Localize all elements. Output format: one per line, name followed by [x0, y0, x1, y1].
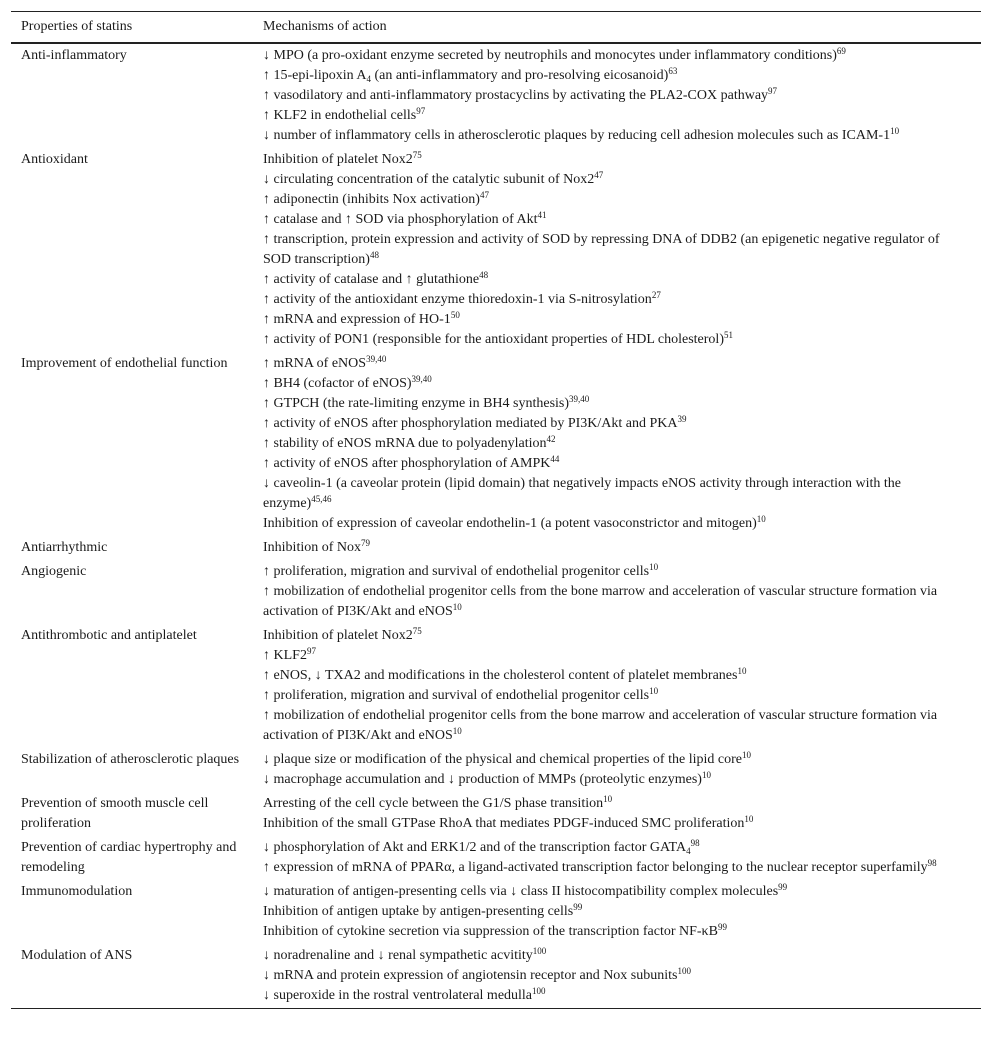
- reference-superscript: 41: [537, 210, 547, 220]
- mechanism-text: ↓ circulating concentration of the catalytic subunit of Nox2: [263, 172, 595, 187]
- reference-superscript: 99: [573, 902, 583, 912]
- reference-superscript: 100: [532, 986, 546, 996]
- table-row: [11, 560, 981, 624]
- table-row: [11, 880, 981, 944]
- table-body: [11, 44, 981, 1008]
- mechanism-text: (an anti-inflammatory and pro-resolving eicosanoid): [370, 68, 669, 83]
- mechanism-text: ↓ phosphorylation of Akt and ERK1/2 and of the transcription factor GATA: [263, 840, 687, 855]
- mechanism-line: [263, 922, 941, 942]
- reference-superscript: 10: [890, 126, 900, 136]
- mechanism-line: [263, 106, 941, 126]
- mechanism-line: [263, 902, 941, 922]
- mechanism-text: ↑ 15-epi-lipoxin A: [263, 68, 367, 83]
- header-mechanisms: Mechanisms of action: [263, 19, 387, 34]
- mechanism-text: ↑ activity of the antioxidant enzyme thioredoxin-1 via S-nitrosylation: [263, 292, 652, 307]
- table-row: [11, 44, 981, 148]
- reference-superscript: 39,40: [569, 394, 590, 404]
- mechanism-text: ↓ superoxide in the rostral ventrolateral medulla: [263, 988, 533, 1003]
- reference-superscript: 45,46: [311, 494, 332, 504]
- reference-superscript: 10: [603, 794, 613, 804]
- mechanism-text: ↓ maturation of antigen-presenting cells via ↓ class II histocompatibility complex molecules: [263, 884, 779, 899]
- mechanism-cell: [263, 882, 981, 942]
- property-cell: Antithrombotic and antiplatelet: [21, 628, 197, 643]
- mechanism-text: ↑ expression of mRNA of PPARα, a ligand-activated transcription factor belonging to the nuclear receptor superfamily: [263, 860, 928, 875]
- reference-superscript: 69: [836, 46, 846, 56]
- mechanism-line: [263, 374, 941, 394]
- reference-superscript: 97: [416, 106, 426, 116]
- mechanism-text: ↑ vasodilatory and anti-inflammatory prostacyclins by activating the PLA2-COX pathway: [263, 88, 769, 103]
- table-row: [11, 748, 981, 792]
- mechanism-text: ↑ eNOS, ↓ TXA2 and modifications in the cholesterol content of platelet membranes: [263, 668, 738, 683]
- reference-superscript: 42: [546, 434, 556, 444]
- reference-superscript: 10: [452, 726, 462, 736]
- mechanism-line: [263, 882, 941, 902]
- reference-superscript: 47: [594, 170, 604, 180]
- reference-superscript: 63: [668, 66, 678, 76]
- mechanism-line: [263, 210, 941, 230]
- mechanism-line: [263, 330, 941, 350]
- mechanism-line: [263, 986, 941, 1006]
- mechanism-line: [263, 394, 941, 414]
- mechanism-text: ↓ MPO (a pro-oxidant enzyme secreted by neutrophils and monocytes under inflammatory conditions): [263, 48, 837, 63]
- mechanism-text: Inhibition of cytokine secretion via suppression of the transcription factor NF-κB: [263, 924, 718, 939]
- mechanism-line: [263, 190, 941, 210]
- reference-superscript: 75: [412, 626, 422, 636]
- reference-superscript: 47: [479, 190, 489, 200]
- reference-superscript: 10: [649, 562, 659, 572]
- mechanism-text: Inhibition of the small GTPase RhoA that mediates PDGF-induced SMC proliferation: [263, 816, 745, 831]
- mechanism-line: [263, 750, 941, 770]
- mechanism-text: ↑ activity of eNOS after phosphorylation of AMPK: [263, 456, 551, 471]
- mechanism-cell: [263, 946, 981, 1006]
- mechanism-text: Inhibition of expression of caveolar endothelin-1 (a potent vasoconstrictor and mitogen): [263, 516, 757, 531]
- reference-superscript: 97: [768, 86, 778, 96]
- mechanism-cell: [263, 562, 981, 622]
- property-cell: Antioxidant: [21, 152, 88, 167]
- reference-superscript: 99: [717, 922, 727, 932]
- reference-superscript: 44: [550, 454, 560, 464]
- mechanism-text: ↑ GTPCH (the rate-limiting enzyme in BH4 synthesis): [263, 396, 570, 411]
- subscript: 4: [686, 846, 691, 856]
- mechanism-line: [263, 454, 941, 474]
- mechanism-text: ↓ caveolin-1 (a caveolar protein (lipid domain) that negatively impacts eNOS activity through interaction with the enzyme): [263, 476, 901, 511]
- mechanism-text: ↑ mobilization of endothelial progenitor cells from the bone marrow and acceleration of vascular structure formation via activation of PI3K/Akt and eNOS: [263, 708, 938, 743]
- mechanism-text: ↑ KLF2 in endothelial cells: [263, 108, 417, 123]
- mechanism-line: [263, 646, 941, 666]
- property-cell: Prevention of smooth muscle cell proliferation: [21, 796, 209, 831]
- reference-superscript: 100: [532, 946, 547, 956]
- reference-superscript: 10: [649, 686, 659, 696]
- mechanism-line: [263, 814, 941, 834]
- table-row: [11, 624, 981, 748]
- reference-superscript: 48: [479, 270, 489, 280]
- mechanism-text: Inhibition of platelet Nox2: [263, 152, 413, 167]
- mechanism-line: [263, 858, 941, 878]
- mechanism-cell: [263, 626, 981, 746]
- reference-superscript: 50: [450, 310, 460, 320]
- reference-superscript: 98: [927, 858, 937, 868]
- mechanism-cell: [263, 354, 981, 534]
- mechanism-line: [263, 562, 941, 582]
- mechanism-text: Inhibition of Nox: [263, 540, 361, 555]
- mechanism-text: Arresting of the cell cycle between the G1/S phase transition: [263, 796, 604, 811]
- mechanism-text: ↑ adiponectin (inhibits Nox activation): [263, 192, 480, 207]
- reference-superscript: 99: [778, 882, 788, 892]
- mechanism-cell: [263, 750, 981, 790]
- reference-superscript: 75: [412, 150, 422, 160]
- mechanism-text: ↑ mRNA of eNOS: [263, 356, 367, 371]
- mechanism-line: [263, 946, 941, 966]
- mechanism-line: [263, 66, 941, 86]
- mechanism-line: [263, 310, 941, 330]
- mechanism-text: ↑ activity of PON1 (responsible for the antioxidant properties of HDL cholesterol): [263, 332, 724, 347]
- mechanism-line: [263, 966, 941, 986]
- header-properties: Properties of statins: [21, 19, 133, 34]
- mechanism-cell: [263, 538, 981, 558]
- table-row: [11, 944, 981, 1008]
- reference-superscript: 10: [741, 750, 751, 760]
- mechanism-cell: [263, 46, 981, 146]
- mechanism-text: ↑ mRNA and expression of HO-1: [263, 312, 451, 327]
- reference-superscript: 10: [452, 602, 462, 612]
- property-cell: Prevention of cardiac hypertrophy and remodeling: [21, 840, 237, 875]
- mechanism-line: [263, 46, 941, 66]
- mechanism-cell: [263, 794, 981, 834]
- reference-superscript: 10: [756, 514, 766, 524]
- mechanism-line: [263, 126, 941, 146]
- reference-superscript: 10: [744, 814, 754, 824]
- property-cell: Angiogenic: [21, 564, 87, 579]
- table-row: [11, 836, 981, 880]
- mechanism-text: Inhibition of antigen uptake by antigen-presenting cells: [263, 904, 574, 919]
- mechanism-text: ↑ activity of eNOS after phosphorylation mediated by PI3K/Akt and PKA: [263, 416, 678, 431]
- mechanism-text: Inhibition of platelet Nox2: [263, 628, 413, 643]
- mechanism-line: [263, 514, 941, 534]
- property-cell: Modulation of ANS: [21, 948, 133, 963]
- reference-superscript: 48: [369, 250, 379, 260]
- mechanism-line: [263, 582, 941, 622]
- table-row: [11, 148, 981, 352]
- reference-superscript: 39,40: [366, 354, 387, 364]
- reference-superscript: 10: [737, 666, 747, 676]
- table-row: [11, 352, 981, 536]
- mechanism-line: [263, 434, 941, 454]
- property-cell: Improvement of endothelial function: [21, 356, 228, 371]
- mechanism-line: [263, 474, 941, 514]
- mechanism-line: [263, 770, 941, 790]
- mechanism-cell: [263, 150, 981, 350]
- mechanism-text: ↑ activity of catalase and ↑ glutathione: [263, 272, 480, 287]
- mechanism-line: [263, 290, 941, 310]
- mechanism-line: [263, 230, 941, 270]
- mechanism-line: [263, 666, 941, 686]
- table-row: [11, 792, 981, 836]
- reference-superscript: 97: [306, 646, 316, 656]
- mechanism-text: ↑ proliferation, migration and survival of endothelial progenitor cells: [263, 688, 650, 703]
- mechanism-line: [263, 414, 941, 434]
- mechanism-line: [263, 538, 941, 558]
- mechanism-text: ↓ number of inflammatory cells in atherosclerotic plaques by reducing cell adhesion molecules such as ICAM-1: [263, 128, 891, 143]
- reference-superscript: 51: [723, 330, 733, 340]
- table-row: [11, 536, 981, 560]
- property-cell: Stabilization of atherosclerotic plaques: [21, 752, 240, 767]
- reference-superscript: 27: [651, 290, 661, 300]
- mechanism-cell: [263, 838, 981, 878]
- subscript: 4: [366, 74, 371, 84]
- mechanism-line: [263, 706, 941, 746]
- mechanism-text: ↑ mobilization of endothelial progenitor cells from the bone marrow and acceleration of vascular structure formation via activation of PI3K/Akt and eNOS: [263, 584, 938, 619]
- mechanism-text: ↓ mRNA and protein expression of angiotensin receptor and Nox subunits: [263, 968, 678, 983]
- mechanism-line: [263, 270, 941, 290]
- mechanism-line: [263, 150, 941, 170]
- mechanism-text: ↓ noradrenaline and ↓ renal sympathetic acvitity: [263, 948, 533, 963]
- reference-superscript: 39,40: [411, 374, 432, 384]
- reference-superscript: 100: [677, 966, 691, 976]
- mechanism-text: ↑ catalase and ↑ SOD via phosphorylation of Akt: [263, 212, 538, 227]
- mechanism-line: [263, 170, 941, 190]
- mechanism-line: [263, 626, 941, 646]
- mechanism-line: [263, 686, 941, 706]
- mechanism-line: [263, 86, 941, 106]
- reference-superscript: 10: [701, 770, 711, 780]
- mechanism-text: ↑ proliferation, migration and survival of endothelial progenitor cells: [263, 564, 650, 579]
- property-cell: Antiarrhythmic: [21, 540, 108, 555]
- property-cell: Immunomodulation: [21, 884, 133, 899]
- property-cell: Anti-inflammatory: [21, 48, 127, 63]
- mechanism-text: ↓ macrophage accumulation and ↓ production of MMPs (proteolytic enzymes): [263, 772, 702, 787]
- mechanism-text: ↓ plaque size or modification of the physical and chemical properties of the lipid core: [263, 752, 742, 767]
- table-header: [11, 12, 981, 44]
- mechanism-text: ↑ transcription, protein expression and activity of SOD by repressing DNA of DDB2 (an epigenetic negative regulator of SOD transcription): [263, 232, 940, 267]
- mechanism-line: [263, 794, 941, 814]
- statins-table: [11, 11, 981, 1009]
- reference-superscript: 39: [677, 414, 687, 424]
- mechanism-text: ↑ stability of eNOS mRNA due to polyadenylation: [263, 436, 547, 451]
- reference-superscript: 79: [361, 538, 370, 548]
- reference-superscript: 98: [690, 838, 700, 848]
- mechanism-line: [263, 354, 941, 374]
- mechanism-line: [263, 838, 941, 858]
- mechanism-text: ↑ KLF2: [263, 648, 307, 663]
- mechanism-text: ↑ BH4 (cofactor of eNOS): [263, 376, 412, 391]
